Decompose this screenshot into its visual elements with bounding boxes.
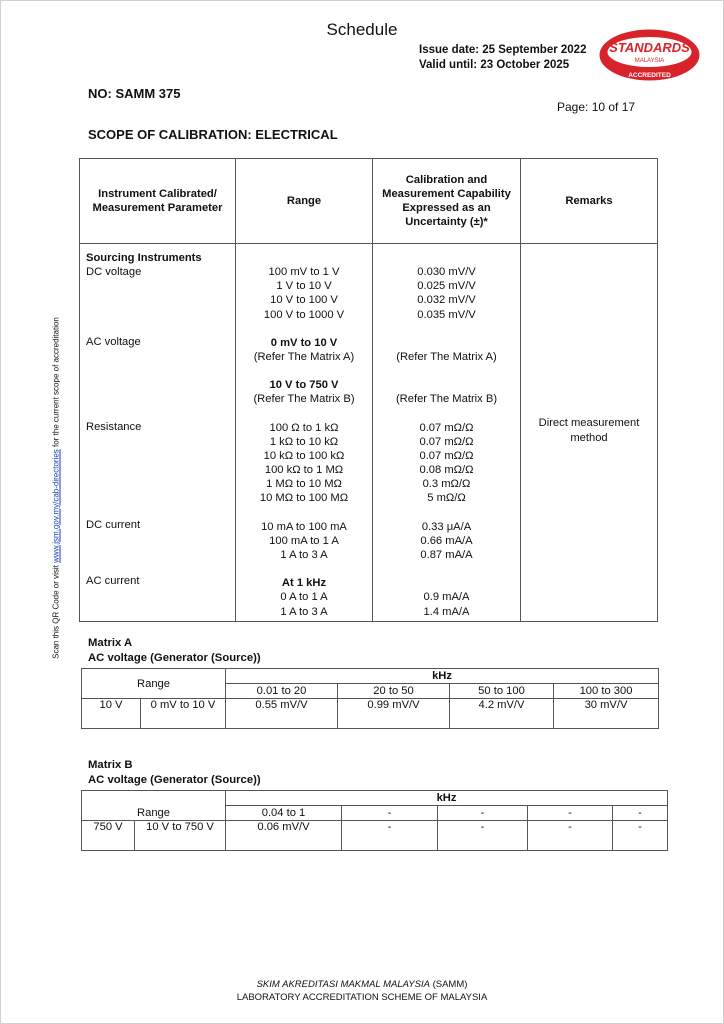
footer-scheme-english: LABORATORY ACCREDITATION SCHEME OF MALAYSIA <box>236 992 488 1003</box>
matrix-a-subtitle: AC voltage (Generator (Source)) <box>88 652 261 664</box>
calibration-scope-table <box>79 158 658 622</box>
res-range: 10 MΩ to 100 MΩ <box>259 492 349 505</box>
matrix-b-value: 0.06 mV/V <box>226 821 342 851</box>
dcv-range: 100 V to 1000 V <box>263 308 345 321</box>
standards-malaysia-logo <box>598 28 701 82</box>
matrix-b-table <box>81 790 668 851</box>
acv-refer-a: (Refer The Matrix A) <box>253 350 355 363</box>
footer-scheme-malay: SKIM AKREDITASI MAKMAL MALAYSIA <box>256 979 430 990</box>
dci-cmc: 0.66 mA/A <box>420 534 473 547</box>
matrix-a-heading <box>88 636 261 666</box>
side-accreditation-note <box>52 304 61 672</box>
matrix-b-freq: - <box>613 806 668 821</box>
resistance-label: Resistance <box>86 420 142 433</box>
header-range: Range <box>236 159 373 244</box>
matrix-b-range-label: Range <box>82 806 226 821</box>
scope-heading: SCOPE OF CALIBRATION: ELECTRICAL <box>88 127 338 142</box>
matrix-a-value: 30 mV/V <box>554 699 659 729</box>
dcv-range: 100 mV to 1 V <box>268 266 340 278</box>
matrix-a-range: 0 mV to 10 V <box>141 699 226 729</box>
matrix-a-unit-row <box>82 669 659 684</box>
matrix-b-freq: - <box>438 806 528 821</box>
matrix-b-freq-row <box>82 806 668 821</box>
matrix-b-freq: - <box>528 806 613 821</box>
acv-range-a: 0 mV to 10 V <box>270 336 338 349</box>
res-range: 1 kΩ to 10 kΩ <box>269 435 339 448</box>
matrix-a-voltage: 10 V <box>82 699 141 729</box>
dcv-cmc: 0.032 mV/V <box>417 294 476 307</box>
header-cmc: Calibration and Measurement Capability Expressed as an Uncertainty (±)* <box>373 159 521 244</box>
matrix-b-value: - <box>438 821 528 851</box>
range-column <box>236 244 373 622</box>
remarks-text: Direct measurement method <box>538 416 640 444</box>
parameter-column <box>80 244 236 622</box>
matrix-b-unit-row <box>82 791 668 806</box>
matrix-a-title: Matrix A <box>88 637 133 649</box>
issue-block <box>419 43 586 73</box>
matrix-a-data-row <box>82 699 659 729</box>
matrix-a-unit: kHz <box>226 669 659 684</box>
matrix-b-value: - <box>613 821 668 851</box>
matrix-b-voltage: 750 V <box>82 821 135 851</box>
side-note-suffix: for the current scope of accreditation <box>51 317 61 450</box>
res-range: 100 kΩ to 1 MΩ <box>264 464 344 477</box>
matrix-a-value: 4.2 mV/V <box>450 699 554 729</box>
dcv-cmc: 0.025 mV/V <box>417 280 476 293</box>
matrix-b-data-row <box>82 821 668 851</box>
dcv-range: 1 V to 10 V <box>276 280 332 293</box>
matrix-a-table <box>81 668 659 729</box>
aci-range: 0 A to 1 A <box>280 591 328 604</box>
res-cmc: 0.07 mΩ/Ω <box>419 449 474 462</box>
svg-text:ACCREDITED: ACCREDITED <box>628 72 671 79</box>
dc-current-label: DC current <box>86 518 141 531</box>
remarks-column <box>521 244 658 622</box>
ac-voltage-label: AC voltage <box>86 336 141 349</box>
matrix-a-range-label: Range <box>82 669 226 699</box>
matrix-a-freq: 100 to 300 <box>554 684 659 699</box>
samm-number: NO: SAMM 375 <box>88 86 181 101</box>
matrix-b-freq: - <box>342 806 438 821</box>
table-header-row <box>80 159 658 244</box>
header-remarks: Remarks <box>521 159 658 244</box>
aci-cmc: 1.4 mA/A <box>423 605 470 618</box>
dcv-cmc: 0.030 mV/V <box>417 266 476 278</box>
matrix-a-freq: 0.01 to 20 <box>226 684 338 699</box>
acv-refer-b: (Refer The Matrix B) <box>253 393 355 406</box>
aci-frequency: At 1 kHz <box>281 577 327 590</box>
page-title: Schedule <box>326 20 398 39</box>
matrix-b-value: - <box>528 821 613 851</box>
cmc-column <box>373 244 521 622</box>
matrix-a-value: 0.55 mV/V <box>226 699 338 729</box>
cab-directories-link[interactable]: www.jsm.gov.my/cab-directories <box>51 449 61 563</box>
res-cmc: 0.07 mΩ/Ω <box>419 421 474 434</box>
issue-date: Issue date: 25 September 2022 <box>419 44 587 56</box>
res-range: 10 kΩ to 100 kΩ <box>263 449 345 462</box>
res-range: 100 Ω to 1 kΩ <box>269 421 339 434</box>
dcv-cmc: 0.035 mV/V <box>417 308 476 321</box>
group-title: Sourcing Instruments <box>86 252 202 264</box>
matrix-b-unit: kHz <box>226 791 668 806</box>
matrix-b-title: Matrix B <box>88 759 133 771</box>
matrix-b-value: - <box>342 821 438 851</box>
header-instrument: Instrument Calibrated/ Measurement Parameter <box>80 159 236 244</box>
matrix-b-heading <box>88 758 261 788</box>
dci-range: 100 mA to 1 A <box>269 534 339 547</box>
aci-range: 1 A to 3 A <box>280 605 328 618</box>
aci-cmc: 0.9 mA/A <box>423 591 470 604</box>
footer-scheme-abbrev: (SAMM) <box>429 979 468 990</box>
valid-until: Valid until: 23 October 2025 <box>419 59 570 71</box>
matrix-b-subtitle: AC voltage (Generator (Source)) <box>88 774 261 786</box>
dci-cmc: 0.33 μA/A <box>421 520 472 533</box>
svg-text:MALAYSIA: MALAYSIA <box>634 58 665 64</box>
res-cmc: 5 mΩ/Ω <box>427 492 466 505</box>
res-cmc: 0.07 mΩ/Ω <box>419 435 474 448</box>
dci-cmc: 0.87 mA/A <box>420 549 473 561</box>
ac-current-label: AC current <box>86 574 140 587</box>
dci-range: 10 mA to 100 mA <box>261 520 347 533</box>
res-range: 1 MΩ to 10 MΩ <box>266 478 342 491</box>
res-cmc: 0.3 mΩ/Ω <box>422 478 471 491</box>
dcv-range: 10 V to 100 V <box>270 294 338 307</box>
matrix-b-range: 10 V to 750 V <box>135 821 226 851</box>
res-cmc: 0.08 mΩ/Ω <box>419 464 474 477</box>
acv-cmc-a: (Refer The Matrix A) <box>396 350 497 363</box>
side-note-prefix: Scan this QR Code or visit <box>51 562 61 659</box>
svg-text:STANDARDS: STANDARDS <box>609 40 690 55</box>
matrix-a-freq: 20 to 50 <box>338 684 450 699</box>
dc-voltage-label: DC voltage <box>86 266 142 279</box>
matrix-a-value: 0.99 mV/V <box>338 699 450 729</box>
acv-cmc-b: (Refer The Matrix B) <box>395 393 498 406</box>
matrix-b-freq: 0.04 to 1 <box>226 806 342 821</box>
dci-range: 1 A to 3 A <box>280 549 328 561</box>
page-footer <box>0 978 724 1004</box>
acv-range-b: 10 V to 750 V <box>269 379 339 392</box>
table-body-row <box>80 244 658 622</box>
page-number: Page: 10 of 17 <box>557 100 636 114</box>
matrix-a-freq: 50 to 100 <box>450 684 554 699</box>
